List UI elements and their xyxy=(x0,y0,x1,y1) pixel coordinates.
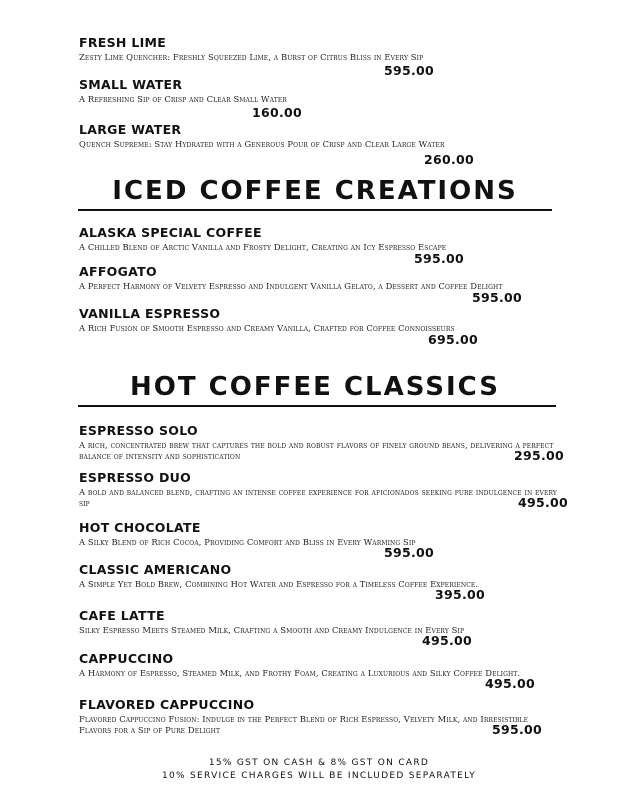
item-description: A Chilled Blend of Arctic Vanilla and Frosty Delight, Creating an Icy Espresso Escape xyxy=(79,242,447,252)
menu-item-cappuccino xyxy=(79,652,559,679)
item-description: A rich, concentrated brew that captures the bold and robust flavors of finely ground beans, delivering a perfect balance of intensity and sophistication xyxy=(79,440,554,461)
item-description: Zesty Lime Quencher: Freshly Squeezed Lime, a Burst of Citrus Bliss in Every Sip xyxy=(79,52,424,62)
item-name: ESPRESSO DUO xyxy=(79,470,192,485)
item-name: CAFE LATTE xyxy=(79,608,165,623)
item-name: SMALL WATER xyxy=(79,77,183,92)
item-price: 595.00 xyxy=(384,545,435,560)
menu-item-fresh-lime xyxy=(79,36,539,63)
item-price: 495.00 xyxy=(422,633,473,648)
item-description: A Perfect Harmony of Velvety Espresso and Indulgent Vanilla Gelato, a Dessert and Coffee Delight xyxy=(79,281,503,291)
section-divider xyxy=(78,209,552,211)
menu-item-vanilla-espresso xyxy=(79,307,549,334)
service-charge-note: 10% SERVICE CHARGES WILL BE INCLUDED SEPARATELY xyxy=(161,771,477,781)
section-title-iced-coffee: ICED COFFEE CREATIONS xyxy=(112,176,518,206)
item-name: LARGE WATER xyxy=(79,122,182,137)
item-name: FRESH LIME xyxy=(79,35,167,50)
section-title-hot-coffee: HOT COFFEE CLASSICS xyxy=(130,372,500,402)
menu-item-flavored-cappuccino xyxy=(79,698,557,736)
item-description: A Silky Blend of Rich Cocoa, Providing Comfort and Bliss in Every Warming Sip xyxy=(79,537,416,547)
item-description: A bold and balanced blend, crafting an intense coffee experience for aficionados seeking pure indulgence in every sip xyxy=(79,487,557,508)
item-description: A Harmony of Espresso, Steamed Milk, and Frothy Foam, Creating a Luxurious and Silky Coffee Delight. xyxy=(79,668,521,678)
item-description: Silky Espresso Meets Steamed Milk, Crafting a Smooth and Creamy Indulgence in Every Sip xyxy=(79,625,465,635)
item-description: Quench Supreme: Stay Hydrated with a Generous Pour of Crisp and Clear Large Water xyxy=(79,139,445,149)
menu-item-small-water xyxy=(79,78,539,105)
item-price: 595.00 xyxy=(472,290,523,305)
item-description: A Simple Yet Bold Brew, Combining Hot Water and Espresso for a Timeless Coffee Experience. xyxy=(79,579,479,589)
menu-item-cafe-latte xyxy=(79,609,559,636)
item-price: 495.00 xyxy=(485,676,536,691)
menu-item-classic-americano xyxy=(79,563,559,590)
item-price: 395.00 xyxy=(435,587,486,602)
item-price: 595.00 xyxy=(414,251,465,266)
item-price: 160.00 xyxy=(252,105,303,120)
item-description: Flavored Cappuccino Fusion: Indulge in the Perfect Blend of Rich Espresso, Velvety Milk, and Irresistible Flavors for a Sip of Pure Delight xyxy=(79,714,529,735)
menu-item-hot-chocolate xyxy=(79,521,549,548)
item-name: ALASKA SPECIAL COFFEE xyxy=(79,225,262,240)
tax-note: 15% GST ON CASH & 8% GST ON CARD xyxy=(208,758,430,768)
item-name: FLAVORED CAPPUCCINO xyxy=(79,697,255,712)
item-price: 260.00 xyxy=(424,152,475,167)
item-name: CAPPUCCINO xyxy=(79,651,174,666)
menu-item-affogato xyxy=(79,265,549,292)
menu-item-large-water xyxy=(79,123,539,150)
item-name: ESPRESSO SOLO xyxy=(79,423,198,438)
item-price: 595.00 xyxy=(384,63,435,78)
item-description: A Refreshing Sip of Crisp and Clear Small Water xyxy=(79,94,287,104)
item-price: 695.00 xyxy=(428,332,479,347)
menu-item-espresso-solo xyxy=(79,424,564,462)
item-name: AFFOGATO xyxy=(79,264,157,279)
section-divider xyxy=(78,405,556,407)
item-name: HOT CHOCOLATE xyxy=(79,520,201,535)
menu-item-alaska-special-coffee xyxy=(79,226,549,253)
menu-item-espresso-duo xyxy=(79,471,567,509)
item-price: 295.00 xyxy=(514,448,565,463)
item-description: A Rich Fusion of Smooth Espresso and Creamy Vanilla, Crafted for Coffee Connoisseurs xyxy=(79,323,455,333)
item-name: VANILLA ESPRESSO xyxy=(79,306,221,321)
item-price: 495.00 xyxy=(518,495,569,510)
item-name: CLASSIC AMERICANO xyxy=(79,562,232,577)
item-price: 595.00 xyxy=(492,722,543,737)
